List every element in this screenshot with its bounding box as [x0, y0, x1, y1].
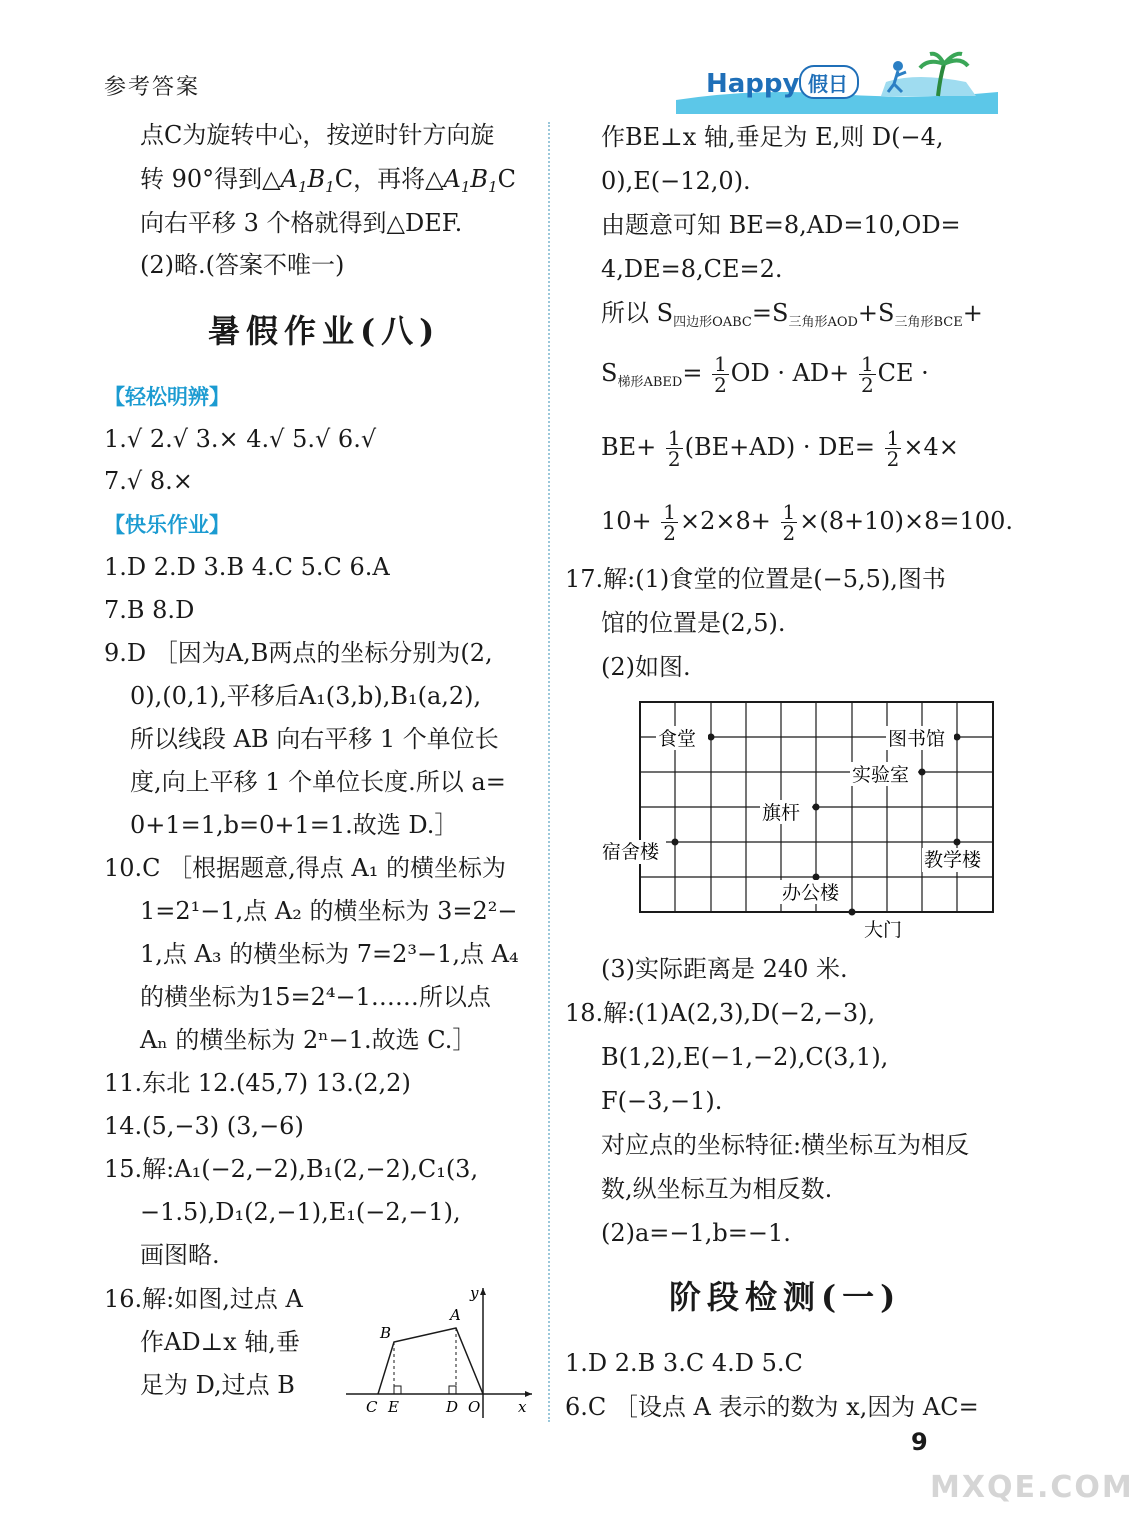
tag-easy-judge: 【轻松明辨】 — [104, 384, 230, 409]
q17-line-2: 馆的位置是(2,5). — [601, 609, 786, 637]
stage-q6-line: 6.C ［设点 A 表示的数为 x,因为 AC= — [565, 1393, 979, 1421]
q15-line-3: 画图略. — [140, 1241, 220, 1269]
rotate-line-1: 点C为旋转中心，按逆时针方向旋 — [140, 121, 495, 149]
q10-line-4: 的横坐标为15=2⁴−1……所以点 — [140, 983, 491, 1011]
rotate-line-3: 向右平移 3 个格就得到△DEF. — [140, 209, 463, 237]
map-label-teaching: 教学楼 — [924, 849, 982, 871]
r-line-1: 作BE⊥x 轴,垂足为 E,则 D(−4, — [601, 123, 944, 151]
section-title-stage-test: 阶段检测(一) — [669, 1278, 902, 1316]
q17-line-3: (2)如图. — [601, 653, 691, 681]
r-line-4: 4,DE=8,CE=2. — [601, 255, 783, 283]
r-line-2: 0),E(−12,0). — [601, 167, 751, 195]
watermark-text: MXQE.COM — [930, 1470, 1134, 1505]
r-area-line-1: 所以 $S_{四边形OABC}=S_{三角形AOD}+S_{三角形BCE}+$ — [601, 299, 983, 330]
map-label-lab: 实验室 — [852, 764, 910, 786]
q18-line-6: (2)a=−1,b=−1. — [601, 1219, 791, 1247]
q11-13-line: 11.东北 12.(45,7) 13.(2,2) — [104, 1069, 411, 1097]
map-label-gate: 大门 — [864, 919, 903, 941]
brand-text: Happy — [706, 69, 800, 99]
rotate-line-4: (2)略.(答案不唯一) — [140, 251, 345, 279]
q18-line-5: 数,纵坐标互为相反数. — [601, 1175, 833, 1203]
q15-line-1: 15.解:A₁(−2,−2),B₁(2,−2),C₁(3, — [104, 1155, 479, 1183]
r-area-line-3: BE+ $\frac{1}{2}$ (BE+AD) · DE= $\frac{1}{2}$ ×4× — [601, 426, 959, 471]
tag-happy-homework: 【快乐作业】 — [104, 512, 230, 537]
fig-label-x: x — [518, 1398, 527, 1416]
fig-label-d: D — [446, 1398, 459, 1416]
brand-cn-text: 假日 — [808, 72, 848, 96]
header-answer-label: 参考答案 — [104, 75, 201, 100]
map-label-flagpole: 旗杆 — [762, 802, 801, 824]
fig-label-a: A — [450, 1306, 461, 1324]
q17-line-4: (3)实际距离是 240 米. — [601, 955, 848, 983]
map-label-canteen: 食堂 — [658, 728, 697, 750]
q14-line: 14.(5,−3) (3,−6) — [104, 1112, 304, 1140]
q10-line-5: Aₙ 的横坐标为 2ⁿ−1.故选 C.］ — [140, 1026, 477, 1054]
q17-line-1: 17.解:(1)食堂的位置是(−5,5),图书 — [565, 565, 946, 593]
q9-line-3: 所以线段 AB 向右平移 1 个单位长 — [130, 725, 499, 753]
q18-line-1: 18.解:(1)A(2,3),D(−2,−3), — [565, 999, 876, 1027]
q15-line-2: −1.5),D₁(2,−1),E₁(−2,−1), — [140, 1198, 461, 1226]
q10-line-3: 1,点 A₃ 的横坐标为 7=2³−1,点 A₄ — [140, 940, 519, 968]
q18-line-3: F(−3,−1). — [601, 1087, 723, 1115]
r-area-line-2: $S_{梯形ABED}=$ $\frac{1}{2}$ OD · AD+ $\frac{1}{2}$ CE · — [601, 352, 929, 397]
r-area-line-4: 10+ $\frac{1}{2}$ ×2×8+ $\frac{1}{2}$ ×(8+10)×8=100. — [601, 500, 1013, 545]
q18-line-2: B(1,2),E(−1,−2),C(3,1), — [601, 1043, 889, 1071]
section-title-8: 暑假作业(八) — [208, 312, 441, 350]
fig-label-y: y — [470, 1284, 479, 1302]
truefalse-row-2: 7.√ 8.× — [104, 467, 193, 495]
map-label-dorm: 宿舍楼 — [602, 841, 660, 863]
rotate-line-2: 转 90°得到$\triangle A_1B_1C$，再将$\triangle A_1B_1C$ — [140, 165, 516, 196]
stage-choice-row: 1.D 2.B 3.C 4.D 5.C — [565, 1349, 803, 1377]
r-line-3: 由题意可知 BE=8,AD=10,OD= — [601, 211, 961, 239]
q16-trapezoid-figure — [340, 1282, 540, 1422]
page-number: 9 — [911, 1428, 928, 1456]
q10-line-1: 10.C ［根据题意,得点 A₁ 的横坐标为 — [104, 854, 506, 882]
fig-label-c: C — [366, 1398, 378, 1416]
q9-line-4: 度,向上平移 1 个单位长度.所以 a= — [130, 768, 506, 796]
map-label-office: 办公楼 — [782, 882, 840, 904]
q10-line-2: 1=2¹−1,点 A₂ 的横坐标为 3=2²− — [140, 897, 518, 925]
fig-label-b: B — [380, 1324, 392, 1342]
q16-line-2: 作AD⊥x 轴,垂 — [140, 1328, 300, 1356]
q16-line-1: 16.解:如图,过点 A — [104, 1285, 303, 1313]
truefalse-row-1: 1.√ 2.√ 3.× 4.√ 5.√ 6.√ — [104, 425, 377, 453]
choice-row-2: 7.B 8.D — [104, 596, 195, 624]
fig-label-o: O — [468, 1398, 481, 1416]
q16-line-3: 足为 D,过点 B — [140, 1371, 295, 1399]
map-label-library: 图书馆 — [888, 728, 946, 750]
column-divider — [548, 122, 550, 1422]
q18-line-4: 对应点的坐标特征:横坐标互为相反 — [601, 1131, 970, 1159]
campus-grid-map — [600, 700, 1000, 950]
q9-line-2: 0),(0,1),平移后A₁(3,b),B₁(a,2), — [130, 682, 482, 710]
happy-holiday-banner — [676, 52, 998, 114]
q9-line-5: 0+1=1,b=0+1=1.故选 D.］ — [130, 811, 459, 839]
fig-label-e: E — [388, 1398, 399, 1416]
choice-row-1: 1.D 2.D 3.B 4.C 5.C 6.A — [104, 553, 390, 581]
q9-line-1: 9.D ［因为A,B两点的坐标分别为(2, — [104, 639, 493, 667]
